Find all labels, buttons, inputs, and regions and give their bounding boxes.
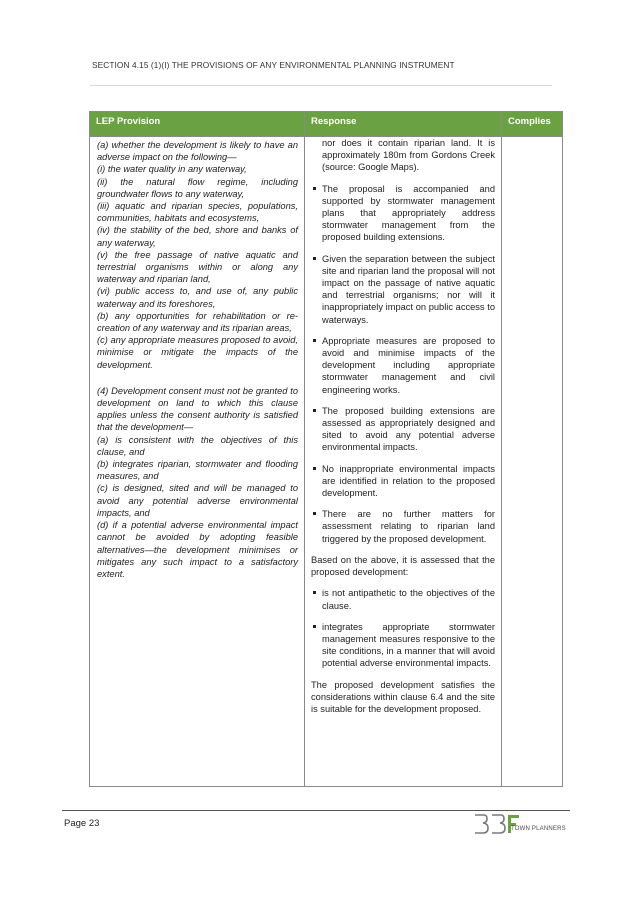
- lep-provision-table: [89, 111, 563, 787]
- provision-line: (a) whether the development is likely to have an adverse impact on the following—: [97, 140, 298, 163]
- response-bullet: The proposed building extensions are assessed as appropriately designed and sited to avoid any potential adverse environmental impacts.: [311, 405, 495, 454]
- response-list-1: [311, 137, 495, 545]
- provision-line: (iv) the stability of the bed, shore and banks of any waterway,: [97, 225, 298, 248]
- response-conclusion: The proposed development satisfies the considerations within clause 6.4 and the site is suitable for the development proposed.: [311, 679, 495, 714]
- response-cell: [305, 137, 502, 787]
- provision-line: (4) Development consent must not be granted to development on land to which this clause applies unless the consent authority is satisfied that the development—: [97, 385, 298, 433]
- response-paragraph: Based on the above, it is assessed that the proposed development:: [311, 554, 495, 578]
- provision-block-2: [97, 385, 298, 580]
- response-bullet: is not antipathetic to the objectives of the clause.: [311, 587, 495, 611]
- response-bullet: Given the separation between the subject site and riparian land the proposal will not impact on the passage of native aquatic and terrestrial organisms; nor will it inappropriately impact on public access to waterways.: [311, 253, 495, 326]
- header-complies: Complies: [502, 112, 563, 137]
- provision-line: (v) the free passage of native aquatic and terrestrial organisms within or along any waterway and riparian land,: [97, 249, 298, 285]
- provision-line: (i) the water quality in any waterway,: [97, 164, 247, 175]
- provision-line: (iii) aquatic and riparian species, populations, communities, habitats and ecosystems,: [97, 201, 298, 224]
- response-list-2: [311, 587, 495, 669]
- response-continuation: nor does it contain riparian land. It is approximately 180m from Gordons Creek (source: Google Maps).: [322, 138, 495, 173]
- company-logo: [472, 812, 572, 836]
- table-row: [90, 137, 563, 787]
- footer-divider: [62, 810, 570, 811]
- spacer: [97, 371, 298, 385]
- header-divider: [90, 85, 552, 86]
- provision-line: (c) any appropriate measures proposed to avoid, minimise or mitigate the impacts of the development.: [97, 335, 298, 370]
- complies-cell: [502, 137, 563, 787]
- provision-line: (a) is consistent with the objectives of this clause, and: [97, 434, 298, 457]
- header-lep-provision: LEP Provision: [90, 112, 305, 137]
- provision-block-1: [97, 139, 298, 371]
- provision-cell: [90, 137, 305, 787]
- response-bullet: Appropriate measures are proposed to avoid and minimise impacts of the development including appropriate stormwater management and civil engineering works.: [311, 335, 495, 396]
- page-number: Page 23: [64, 818, 100, 829]
- response-bullet: integrates appropriate stormwater management measures responsive to the site conditions, in a manner that will avoid potential adverse environmental impacts.: [311, 621, 495, 670]
- header-response: Response: [305, 112, 502, 137]
- provision-line: (vi) public access to, and use of, any public waterway and its foreshores,: [97, 286, 298, 309]
- response-bullet: No inappropriate environmental impacts are identified in relation to the proposed development.: [311, 463, 495, 500]
- provision-line: (b) integrates riparian, stormwater and flooding measures, and: [97, 459, 298, 482]
- logo-wordmark: TOWN PLANNERS: [511, 826, 566, 832]
- response-bullet: The proposal is accompanied and supported by stormwater management plans that appropriately address stormwater management from the proposed building extensions.: [311, 183, 495, 244]
- provision-line: (c) is designed, sited and will be managed to avoid any potential adverse environmental impacts, and: [97, 483, 298, 518]
- section-title: SECTION 4.15 (1)(I) THE PROVISIONS OF ANY ENVIRONMENTAL PLANNING INSTRUMENT: [92, 60, 455, 70]
- response-bullet: There are no further matters for assessment relating to riparian land triggered by the proposed development.: [311, 508, 495, 545]
- table-header-row: [90, 112, 563, 137]
- provision-line: (b) any opportunities for rehabilitation or re-creation of any waterway and its riparian areas,: [97, 310, 298, 334]
- provision-line: (d) if a potential adverse environmental impact cannot be avoided by adopting feasible alternatives—the development minimises or mitigates any such impact to a satisfactory extent.: [97, 520, 298, 579]
- provision-line: (ii) the natural flow regime, including groundwater flows to any waterway,: [97, 176, 298, 199]
